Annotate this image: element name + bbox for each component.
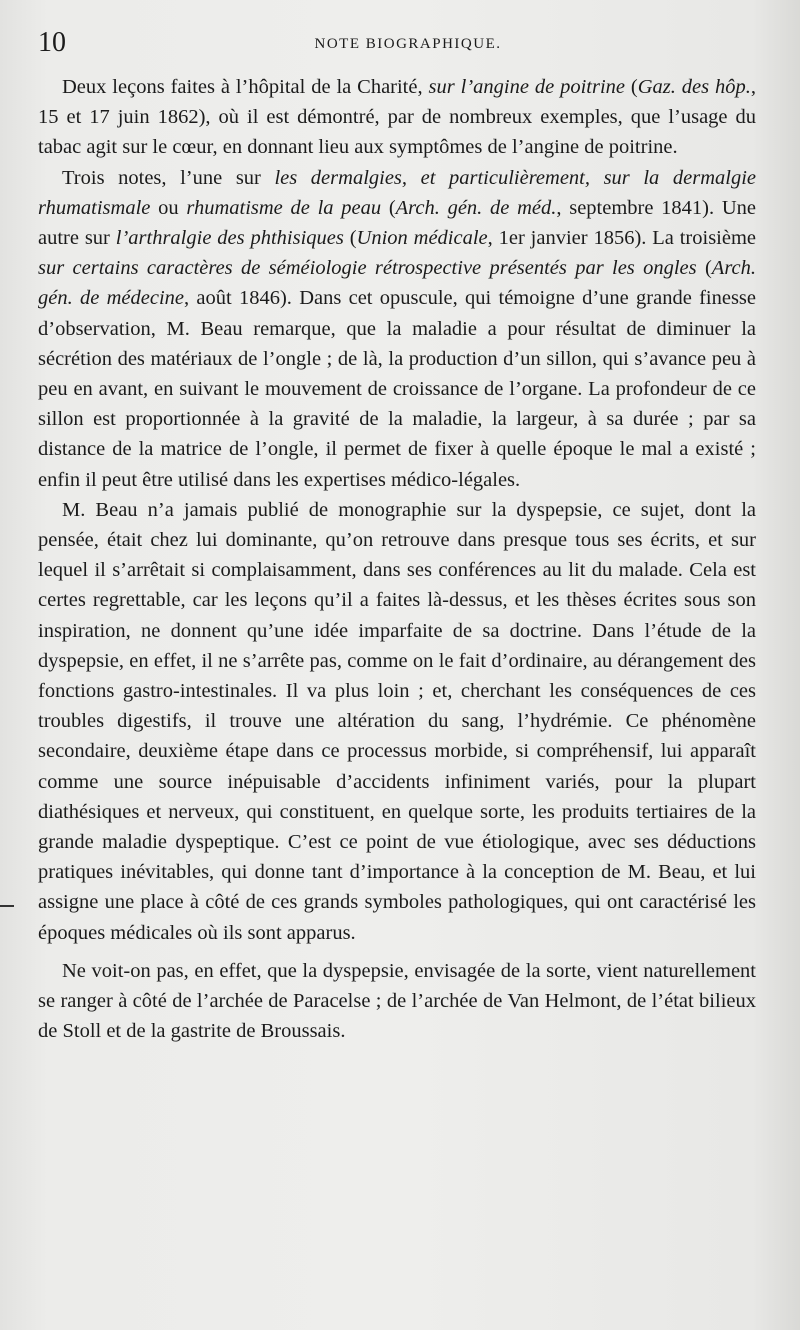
italic-text: Gaz. des hôp. [637,76,751,98]
text-run: , août 1846). Dans cet opuscule, qui témoigne d’une grande finesse d’observation, M. Beau remarque, que la maladie a pour résultat de diminuer la sécrétion des matériaux de l’ongle ; de là, la production d’un sillon, qui s’avance peu à peu en avant, en suivant le mouvement de croissance de l’organe. La profondeur de ce sillon est proportionnée à la gravité de la maladie, la largeur, à sa durée ; par sa distance de la matrice de l’ongle, il permet de fixer à quelle époque le mal a existé ; enfin il peut être utilisé dans les expertises médico-légales. [38,287,756,491]
text-run: , 15 et 17 juin 1862), où il est démontré, par de nombreux exemples, que l’usage du tabac agit sur le cœur, en donnant lieu aux symptômes de l’angine de poitrine. [38,76,757,159]
text-run: Trois notes, l’une sur [62,166,275,189]
text-run: ( [381,196,396,219]
margin-mark [0,905,14,907]
text-run: ( [343,227,357,250]
italic-text: l’arthralgie des phthisiques [115,227,344,250]
italic-text: les dermalgies, et particulièrement, sur la dermalgie rhumatismale [38,166,757,219]
body-text [38,72,756,1047]
text-run: ( [625,76,638,98]
italic-text: Arch. gén. de méd. [395,196,557,219]
text-run: ou [150,196,187,219]
text-run: Ne voit-on pas, en effet, que la dyspepsie, envisagée de la sorte, vient naturellement se ranger à côté de l’archée de Paracelse ; de l’archée de Van Helmont, de l’état bilieux de Stoll et de la gastrite de Broussais. [38,959,756,1043]
italic-text: sur certains caractères de séméiologie rétrospective présentés par les ongles [38,257,697,280]
italic-text: Arch. gén. de médecine [38,257,757,310]
paragraph [38,956,756,1047]
page-number: 10 [38,27,66,58]
italic-text: Union médicale [356,227,488,250]
text-run: M. Beau n’a jamais publié de monographie sur la dyspepsie, ce sujet, dont la pensée, était chez lui dominante, qu’on retrouve dans presque tous ses écrits, et sur lequel il s’arrêtait si complaisamment, dans ses conférences au lit du malade. Cela est certes regrettable, car les leçons qu’il a faites là-dessus, et les thèses écrites sous son inspiration, ne donnent qu’une idée imparfaite de sa doctrine. Dans l’étude de la dyspepsie, en effet, il ne s’arrête pas, comme on le fait d’ordinaire, au dérangement des fonctions gastro-intestinales. Il va plus loin ; et, cherchant les conséquences de ces troubles digestifs, il trouve une altération du sang, l’hydrémie. Ce phénomène secondaire, deuxième étape dans ce processus morbide, si compréhensif, lui apparaît comme une source inépuisable d’accidents infiniment variés, pour la plupart diathésiques et nerveux, qui constituent, en quelque sorte, les produits tertiaires de la grande maladie dyspeptique. C’est ce point de vue étiologique, avec ses déductions pratiques inévitables, qui donne tant d’importance à la conception de M. Beau, et lui assigne une place à côté de ces grands symboles pathologiques, qui ont caractérisé les époques médicales où ils sont apparus. [38,498,756,944]
text-run: Deux leçons faites à l’hôpital de la Charité, [62,76,429,98]
running-head: NOTE BIOGRAPHIQUE. [314,36,502,52]
italic-text: rhumatisme de la peau [186,196,382,219]
text-run: , septembre 1841). Une autre sur [38,196,757,250]
text-run: , 1er janvier 1856). La troisième [487,227,757,250]
paragraph [38,72,756,163]
italic-text: sur l’angine de poitrine [428,76,625,98]
text-run: ( [696,257,712,280]
page-header [38,28,778,58]
paragraph [38,495,756,948]
paragraph [38,163,756,495]
